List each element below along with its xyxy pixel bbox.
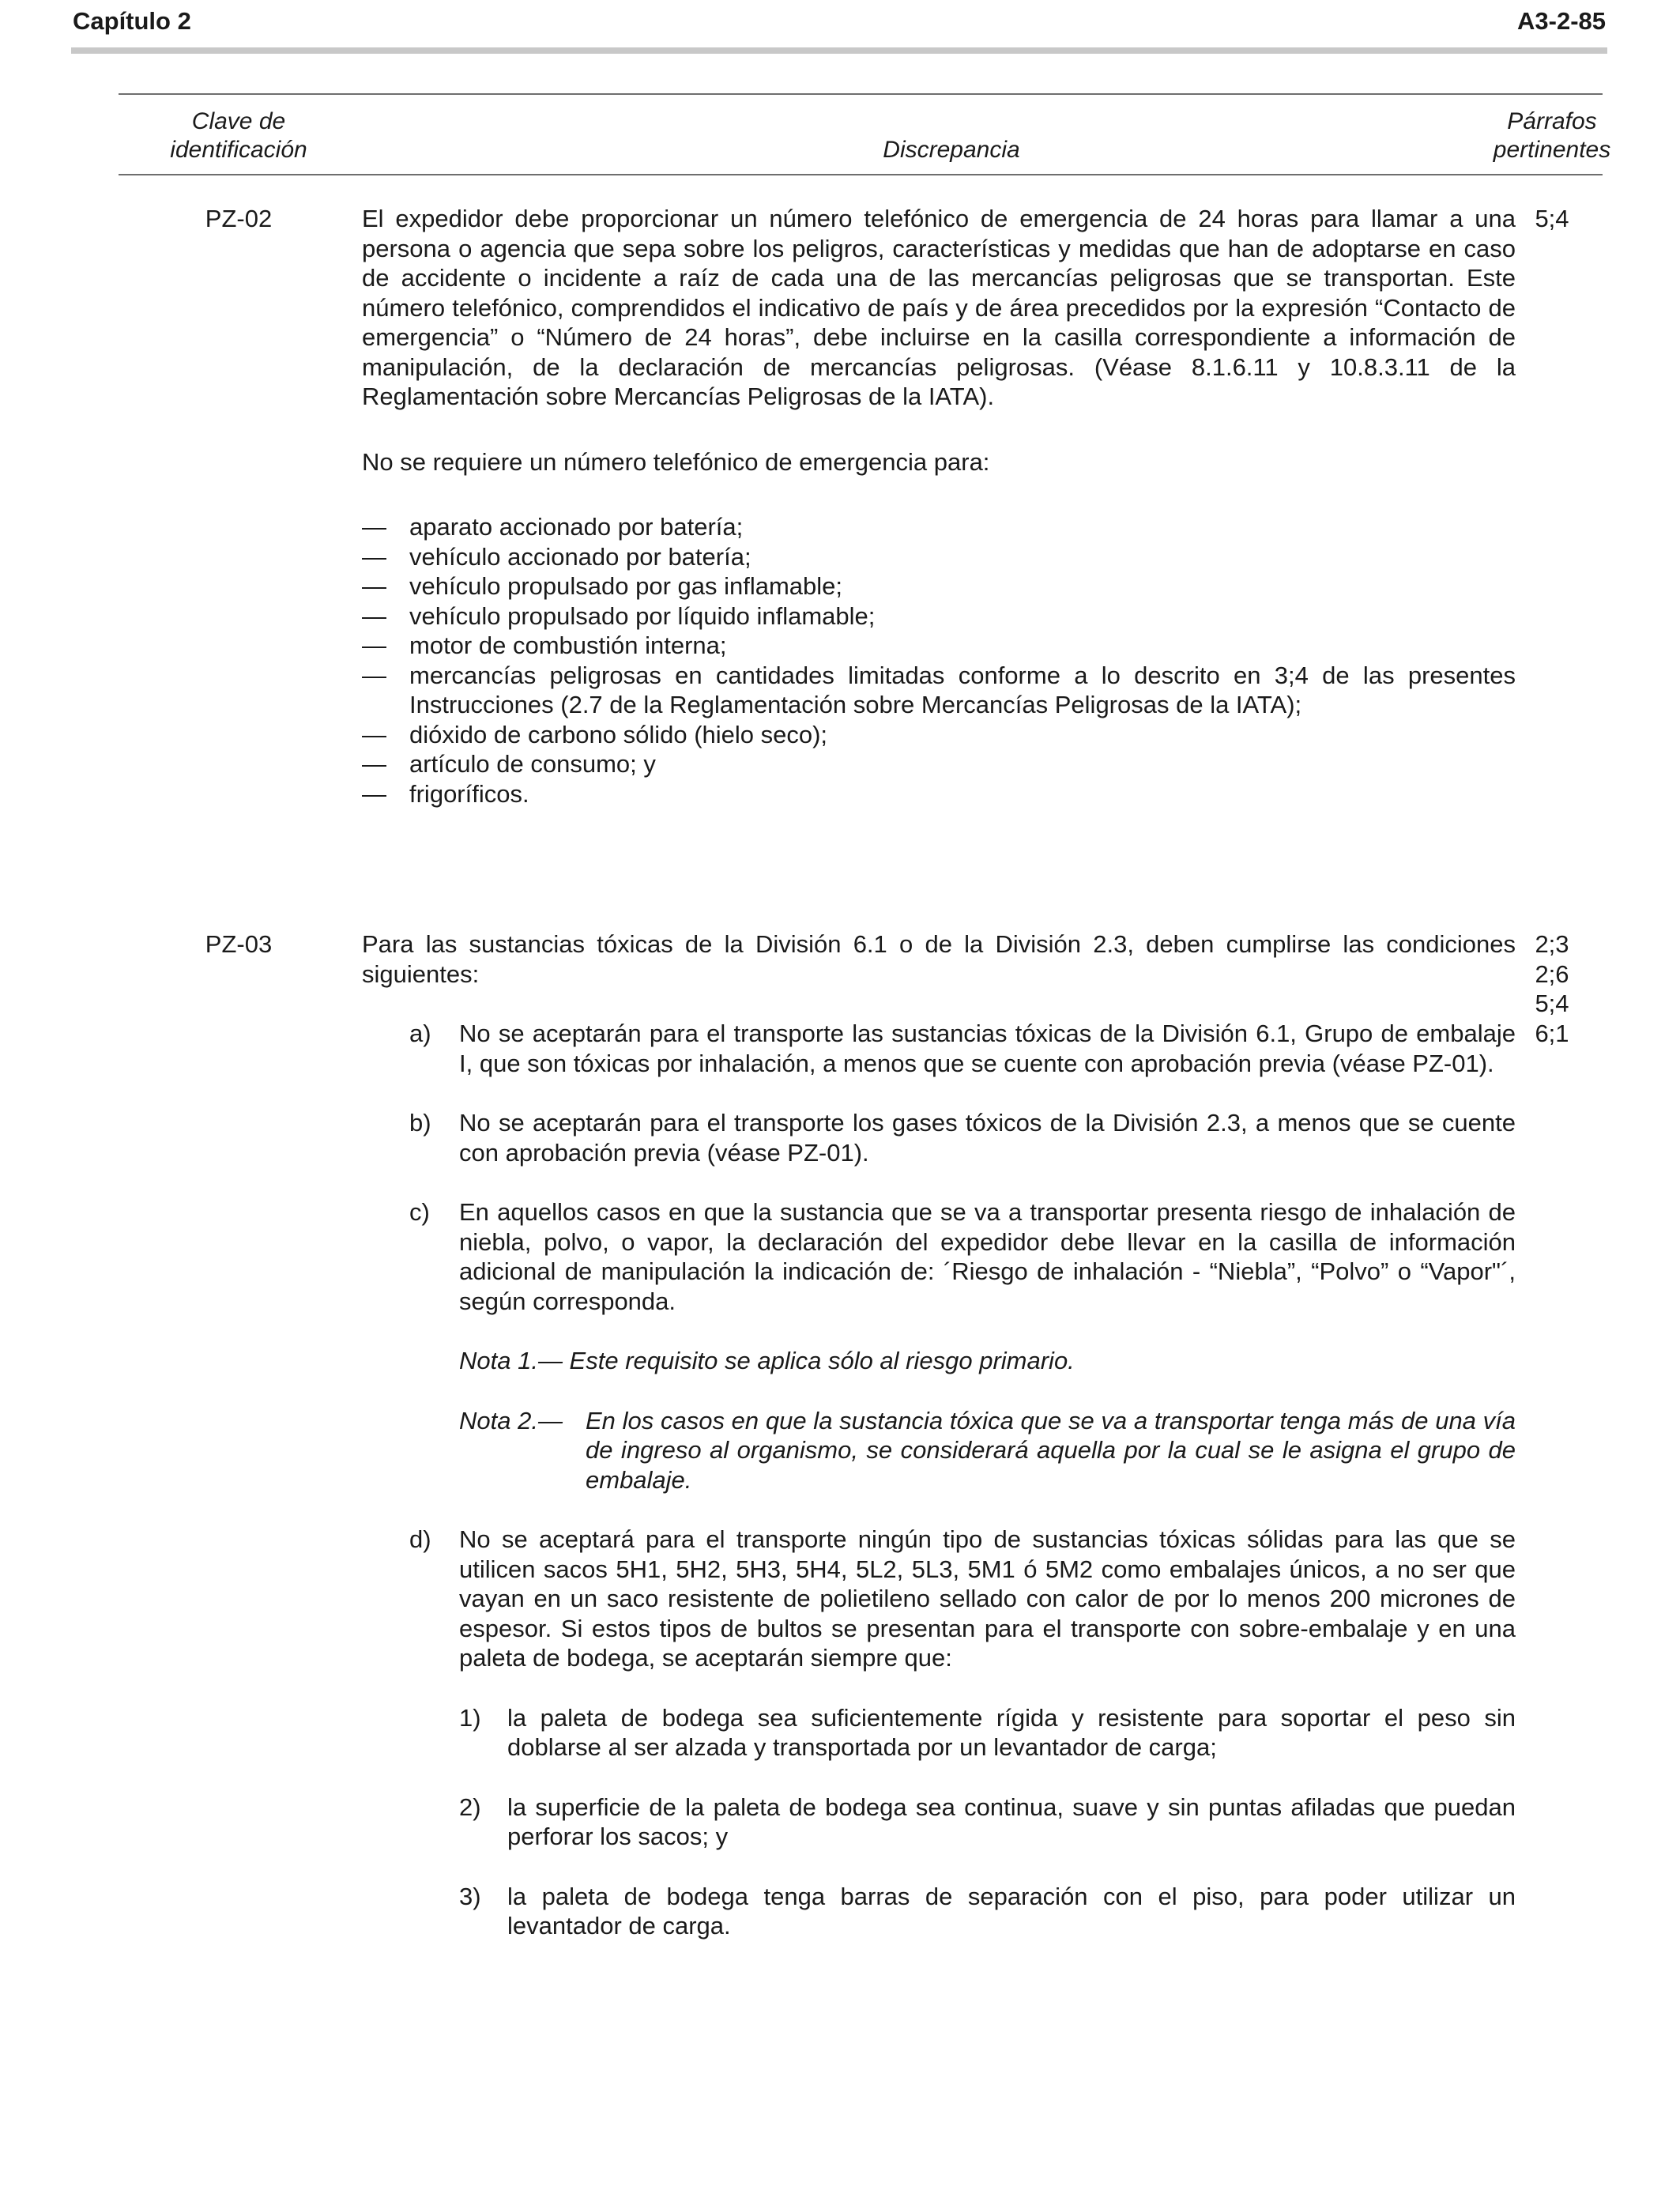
pz02-not-required: No se requiere un número telefónico de emergencia para: <box>362 447 990 476</box>
row-discrepancy <box>362 204 1516 809</box>
list-item: — vehículo propulsado por gas inflamable; <box>362 572 843 600</box>
condition-d-2: 2) la superficie de la paleta de bodega sea continua, suave y sin puntas afiladas que puedan perforar los sacos; y <box>459 1793 1516 1850</box>
list-item: — frigoríficos. <box>362 779 529 808</box>
condition-d-1: 1) la paleta de bodega sea suficientemente rígida y resistente para soportar el peso sin doblarse al ser alzada y transportada por un levantador de carga; <box>459 1703 1516 1761</box>
row-discrepancy <box>362 929 1516 1941</box>
table-header <box>119 93 1611 175</box>
column-header-discrepancy: Discrepancia <box>883 137 1020 163</box>
list-item: — vehículo propulsado por líquido inflamable; <box>362 601 876 630</box>
page-number: A3-2-85 <box>1517 7 1606 35</box>
list-item: — dióxido de carbono sólido (hielo seco); <box>362 720 828 748</box>
note-1: Nota 1.— Este requisito se aplica sólo al riesgo primario. <box>459 1347 1075 1374</box>
header-rule <box>71 47 1607 54</box>
list-item: — artículo de consumo; y <box>362 750 656 778</box>
condition-c: c) En aquellos casos en que la sustancia que se va a transportar presenta riesgo de inhalación de niebla, polvo, o vapor, la declaración del expedidor debe llevar en la casilla de información adicional de manipulación la indicación de: ´Riesgo de inhalación - “Niebla”, “Polvo” o “Vapor"´, según corresponda. <box>409 1198 1516 1315</box>
condition-d: d) No se aceptará para el transporte ningún tipo de sustancias tóxicas sólidas para las que se utilicen sacos 5H1, 5H2, 5H3, 5H4, 5L2, 5L3, 5M1 ó 5M2 como embalajes únicos, a no ser que vayan en un saco resistente de polietileno sellado con calor de por lo menos 200 micrones de espesor. Si estos tipos de bultos se presentan para el transporte con sobre-embalaje y en una paleta de bodega, se aceptarán siempre que: <box>409 1525 1516 1672</box>
column-header-key: Clave de identificación <box>170 108 307 163</box>
row-key: PZ-02 <box>205 205 273 232</box>
list-item: — vehículo accionado por batería; <box>362 542 751 571</box>
page-header <box>73 2 1606 41</box>
row-key: PZ-03 <box>205 930 273 958</box>
condition-d-3: 3) la paleta de bodega tenga barras de separación con el piso, para poder utilizar un levantador de carga. <box>459 1882 1516 1940</box>
list-item: — aparato accionado por batería; <box>362 513 744 541</box>
list-item: — mercancías peligrosas en cantidades limitadas conforme a lo descrito en 3;4 de las presentes Instrucciones (2.7 de la Reglamentación sobre Mercancías Peligrosas de la IATA); <box>362 661 1516 718</box>
pz03-intro: Para las sustancias tóxicas de la División 6.1 o de la División 2.3, deben cumplirse las condiciones siguientes: <box>362 930 1516 988</box>
list-item: — motor de combustión interna; <box>362 631 727 659</box>
note-2: Nota 2.— En los casos en que la sustancia tóxica que se va a transportar tenga más de una vía de ingreso al organismo, se considerará aquella por la cual se le asigna el grupo de embalaje. <box>459 1406 1516 1494</box>
condition-b: b) No se aceptarán para el transporte los gases tóxicos de la División 2.3, a menos que se cuente con aprobación previa (véase PZ-01). <box>409 1109 1516 1167</box>
condition-a: a) No se aceptarán para el transporte las sustancias tóxicas de la División 6.1, Grupo de embalaje I, que son tóxicas por inhalación, a menos que se cuente con aprobación previa (véase PZ-01). <box>409 1020 1516 1077</box>
row-paragraphs: 5;4 <box>1535 205 1569 232</box>
pz02-intro: El expedidor debe proporcionar un número telefónico de emergencia de 24 horas para llamar a una persona o agencia que sepa sobre los peligros, características y medidas que han de adoptarse en caso de accidente o incidente a raíz de cada una de las mercancías peligrosas que se transportan. Este número telefónico, comprendidos el indicativo de país y de área precedidos por la expresión “Contacto de emergencia” o “Número de 24 horas”, debe incluirse en la casilla correspondiente a información de manipulación, de la declaración de mercancías peligrosas. (Véase 8.1.6.11 y 10.8.3.11 de la Reglamentación sobre Mercancías Peligrosas de la IATA). <box>362 205 1516 410</box>
column-header-paragraphs: Párrafos pertinentes <box>1493 108 1611 163</box>
chapter-title: Capítulo 2 <box>73 7 191 35</box>
row-paragraphs: 2;3 2;6 5;4 6;1 <box>1535 930 1569 1047</box>
